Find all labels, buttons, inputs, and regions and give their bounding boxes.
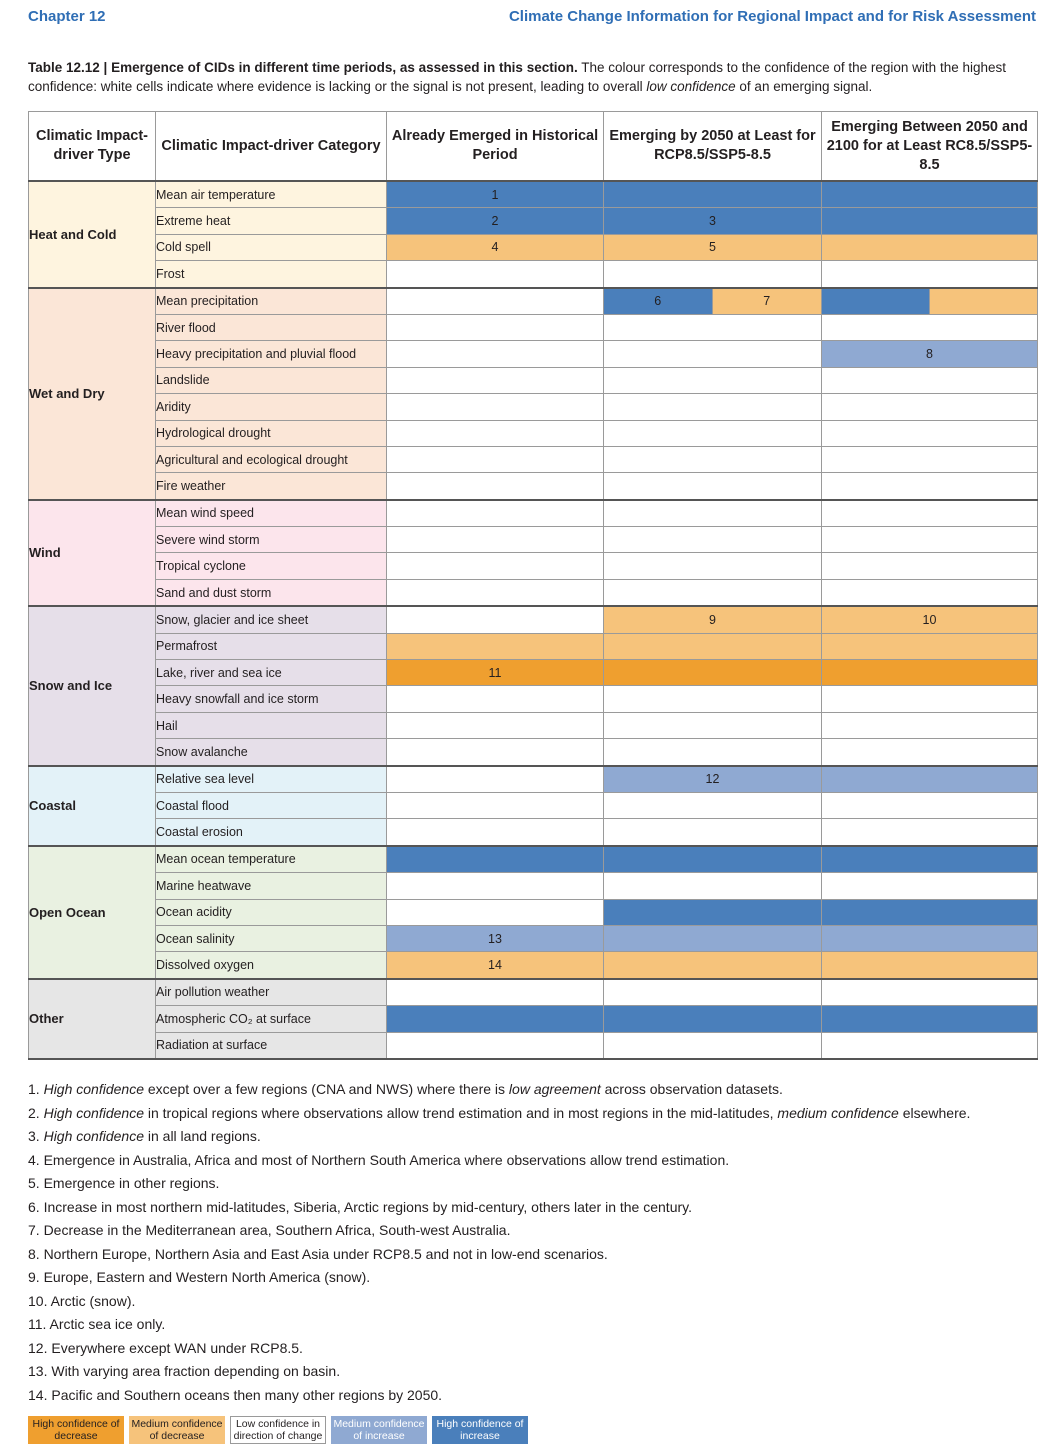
confidence-cell <box>822 660 1038 686</box>
group-wet-and-dry <box>29 288 1038 500</box>
footnote-text: 13. With varying area fraction depending on basin. <box>28 1363 341 1379</box>
cid-category-cell: Marine heatwave <box>156 873 387 899</box>
confidence-cell <box>387 341 604 367</box>
confidence-cell <box>822 394 1038 420</box>
confidence-cell <box>604 739 822 766</box>
legend-swatch: Medium confidence of increase <box>331 1416 427 1444</box>
confidence-cell <box>604 925 822 951</box>
confidence-cell <box>604 181 822 208</box>
footnote-text: 6. Increase in most northern mid-latitudes, Siberia, Arctic regions by mid-century, others later in the century. <box>28 1198 692 1215</box>
confidence-cell <box>604 873 822 899</box>
table-row <box>29 952 1038 979</box>
header-row <box>29 112 1038 182</box>
confidence-cell <box>822 234 1038 260</box>
table-row <box>29 553 1038 579</box>
cid-category-cell: Snow avalanche <box>156 739 387 766</box>
confidence-cell-half <box>930 289 1038 314</box>
confidence-cell <box>387 739 604 766</box>
confidence-cell <box>604 341 822 367</box>
confidence-cell <box>822 527 1038 553</box>
group-coastal <box>29 766 1038 846</box>
confidence-cell <box>822 208 1038 234</box>
confidence-cell <box>604 846 822 873</box>
confidence-cell <box>604 420 822 446</box>
confidence-cell <box>387 819 604 846</box>
confidence-cell <box>822 819 1038 846</box>
cid-category-cell: Extreme heat <box>156 208 387 234</box>
table-row <box>29 473 1038 500</box>
confidence-cell <box>387 527 604 553</box>
confidence-cell <box>822 633 1038 659</box>
confidence-cell <box>604 500 822 527</box>
confidence-cell <box>604 819 822 846</box>
footnote <box>28 1125 1038 1149</box>
confidence-cell: 4 <box>387 234 604 260</box>
confidence-cell <box>387 420 604 446</box>
header-cid-type: Climatic Impact-driver Type <box>29 112 156 182</box>
cid-category-cell: Ocean acidity <box>156 899 387 925</box>
confidence-cell <box>387 712 604 738</box>
confidence-cell <box>387 1032 604 1059</box>
table-row <box>29 792 1038 818</box>
header-cid-category: Climatic Impact-driver Category <box>156 112 387 182</box>
footnote-text: 12. Everywhere except WAN under RCP8.5. <box>28 1339 303 1356</box>
header-already-emerged: Already Emerged in Historical Period <box>387 112 604 182</box>
confidence-cell <box>387 846 604 873</box>
confidence-cell <box>822 367 1038 393</box>
split-confidence-cell <box>604 288 822 315</box>
confidence-cell <box>387 686 604 712</box>
confidence-cell: 11 <box>387 660 604 686</box>
confidence-cell <box>822 446 1038 472</box>
confidence-cell <box>822 1006 1038 1032</box>
table-row <box>29 314 1038 340</box>
legend-swatch: High confidence of increase <box>432 1416 528 1444</box>
split-confidence-cell <box>822 288 1038 315</box>
table-row <box>29 527 1038 553</box>
table-row <box>29 420 1038 446</box>
cid-category-cell: Mean air temperature <box>156 181 387 208</box>
confidence-cell <box>822 846 1038 873</box>
cid-category-cell: Atmospheric CO₂ at surface <box>156 1006 387 1032</box>
caption-italic: low confidence <box>646 79 736 94</box>
confidence-cell <box>387 873 604 899</box>
cid-category-cell: Cold spell <box>156 234 387 260</box>
confidence-cell: 10 <box>822 606 1038 633</box>
cid-category-cell: Dissolved oxygen <box>156 952 387 979</box>
table-caption <box>28 58 1036 96</box>
cid-category-cell: Heavy precipitation and pluvial flood <box>156 341 387 367</box>
table-row <box>29 660 1038 686</box>
caption-text-a: The colour corresponds to the confidence of the region with the highest confidence: white cells indicate where evidence is lacking or the signal is not present, leading to overall <box>28 60 1006 94</box>
confidence-cell <box>604 394 822 420</box>
caption-label: Table 12.12 | Emergence of CIDs in different time periods, as assessed in this section. <box>28 60 578 75</box>
footnote-text: High confidence <box>43 1128 144 1144</box>
confidence-cell <box>822 1032 1038 1059</box>
table-row <box>29 261 1038 288</box>
confidence-cell: 12 <box>604 766 822 793</box>
cid-type-cell: Open Ocean <box>29 846 156 979</box>
cid-category-cell: Sand and dust storm <box>156 579 387 606</box>
confidence-cell <box>822 181 1038 208</box>
footnote-text: 2. <box>28 1104 44 1121</box>
confidence-cell <box>604 952 822 979</box>
footnote-text: High confidence <box>43 1104 144 1121</box>
page-header <box>28 8 1036 30</box>
confidence-cell <box>604 792 822 818</box>
footnote-text: 7. Decrease in the Mediterranean area, Southern Africa, South-west Australia. <box>28 1222 511 1238</box>
confidence-cell <box>604 314 822 340</box>
confidence-cell <box>822 899 1038 925</box>
footnote <box>28 1196 1038 1220</box>
confidence-cell <box>387 553 604 579</box>
confidence-cell <box>387 633 604 659</box>
confidence-cell-half: 6 <box>604 289 713 314</box>
confidence-cell <box>604 686 822 712</box>
confidence-cell <box>604 553 822 579</box>
confidence-cell <box>822 500 1038 527</box>
confidence-cell <box>387 288 604 315</box>
cid-category-cell: Coastal flood <box>156 792 387 818</box>
cid-category-cell: Ocean salinity <box>156 925 387 951</box>
cid-category-cell: Hail <box>156 712 387 738</box>
table-row <box>29 367 1038 393</box>
cid-category-cell: Hydrological drought <box>156 420 387 446</box>
confidence-cell <box>387 367 604 393</box>
confidence-cell <box>604 446 822 472</box>
confidence-cell <box>604 367 822 393</box>
table-row <box>29 925 1038 951</box>
cid-category-cell: Heavy snowfall and ice storm <box>156 686 387 712</box>
cid-type-cell: Heat and Cold <box>29 181 156 288</box>
table-row <box>29 446 1038 472</box>
confidence-cell <box>604 579 822 606</box>
confidence-cell: 8 <box>822 341 1038 367</box>
table-row <box>29 208 1038 234</box>
footnote <box>28 1102 1038 1126</box>
table-row <box>29 712 1038 738</box>
group-heat-and-cold <box>29 181 1038 288</box>
group-wind <box>29 500 1038 607</box>
footnote-text: 10. Arctic (snow). <box>28 1292 136 1309</box>
confidence-cell <box>822 579 1038 606</box>
legend-swatch: High confidence of decrease <box>28 1416 124 1444</box>
footnote <box>28 1384 1038 1408</box>
table-row <box>29 1032 1038 1059</box>
confidence-cell <box>822 473 1038 500</box>
cid-category-cell: Frost <box>156 261 387 288</box>
footnote <box>28 1149 1038 1173</box>
confidence-cell <box>604 712 822 738</box>
footnote <box>28 1266 1038 1290</box>
footnote <box>28 1360 1038 1384</box>
footnote <box>28 1219 1038 1243</box>
confidence-cell <box>822 873 1038 899</box>
confidence-cell <box>604 527 822 553</box>
table-row <box>29 606 1038 633</box>
table-row <box>29 846 1038 873</box>
table-row <box>29 181 1038 208</box>
confidence-cell <box>604 979 822 1006</box>
running-title: Climate Change Information for Regional Impact and for Risk Assessment <box>508 8 1036 25</box>
confidence-cell <box>387 606 604 633</box>
cid-category-cell: Coastal erosion <box>156 819 387 846</box>
header-emerging-2050: Emerging by 2050 at Least for RCP8.5/SSP5-8.5 <box>604 112 822 182</box>
footnote-text: 11. Arctic sea ice only. <box>28 1316 166 1332</box>
confidence-cell <box>822 739 1038 766</box>
cid-category-cell: Snow, glacier and ice sheet <box>156 606 387 633</box>
cid-category-cell: Lake, river and sea ice <box>156 660 387 686</box>
footnotes <box>28 1078 1038 1407</box>
table-row <box>29 739 1038 766</box>
legend-swatch: Low confidence in direction of change <box>230 1416 326 1444</box>
footnote-text: 8. Northern Europe, Northern Asia and East Asia under RCP8.5 and not in low-end scenarios. <box>28 1245 608 1262</box>
table-row <box>29 579 1038 606</box>
group-other <box>29 979 1038 1059</box>
footnote <box>28 1172 1038 1196</box>
confidence-cell <box>822 420 1038 446</box>
confidence-cell <box>822 952 1038 979</box>
confidence-cell <box>387 579 604 606</box>
confidence-cell <box>822 925 1038 951</box>
cid-type-cell: Wet and Dry <box>29 288 156 500</box>
confidence-cell <box>387 261 604 288</box>
table-row <box>29 899 1038 925</box>
confidence-cell <box>387 314 604 340</box>
confidence-cell <box>387 979 604 1006</box>
footnote-text: medium confidence <box>777 1104 899 1121</box>
confidence-cell <box>822 314 1038 340</box>
cid-type-cell: Wind <box>29 500 156 607</box>
footnote-text: low agreement <box>508 1081 601 1097</box>
confidence-cell <box>822 553 1038 579</box>
cid-category-cell: Agricultural and ecological drought <box>156 446 387 472</box>
footnote-text: in tropical regions where observations allow trend estimation and in most regions in the mid-latitudes, <box>143 1104 778 1121</box>
footnote-text: elsewhere. <box>898 1104 971 1121</box>
cid-category-cell: Mean ocean temperature <box>156 846 387 873</box>
confidence-cell <box>604 1006 822 1032</box>
table-row <box>29 500 1038 527</box>
confidence-cell: 9 <box>604 606 822 633</box>
legend-swatch: Medium confidence of decrease <box>129 1416 225 1444</box>
table-row <box>29 234 1038 260</box>
confidence-cell <box>822 686 1038 712</box>
group-open-ocean <box>29 846 1038 979</box>
cid-category-cell: Severe wind storm <box>156 527 387 553</box>
cid-category-cell: Permafrost <box>156 633 387 659</box>
footnote-text: 4. Emergence in Australia, Africa and most of Northern South America where observations allow trend estimation. <box>28 1151 730 1168</box>
confidence-cell-half <box>822 289 930 314</box>
confidence-cell: 3 <box>604 208 822 234</box>
cid-category-cell: Mean wind speed <box>156 500 387 527</box>
confidence-cell-half: 7 <box>713 289 822 314</box>
confidence-cell <box>604 473 822 500</box>
confidence-cell <box>387 766 604 793</box>
footnote <box>28 1313 1038 1337</box>
footnote-text: 9. Europe, Eastern and Western North America (snow). <box>28 1269 371 1285</box>
table-row <box>29 1006 1038 1032</box>
cid-category-cell: Fire weather <box>156 473 387 500</box>
confidence-cell: 13 <box>387 925 604 951</box>
confidence-cell <box>387 1006 604 1032</box>
cid-category-cell: Relative sea level <box>156 766 387 793</box>
table-row <box>29 686 1038 712</box>
table-row <box>29 341 1038 367</box>
footnote-text: 14. Pacific and Southern oceans then many other regions by 2050. <box>28 1386 443 1403</box>
emergence-table <box>28 111 1038 1060</box>
cid-category-cell: River flood <box>156 314 387 340</box>
caption-text-b: of an emerging signal. <box>735 79 873 94</box>
table-row <box>29 979 1038 1006</box>
footnote <box>28 1337 1038 1361</box>
footnote-text: except over a few regions (CNA and NWS) where there is <box>143 1081 509 1097</box>
cid-category-cell: Mean precipitation <box>156 288 387 315</box>
cid-type-cell: Snow and Ice <box>29 606 156 765</box>
confidence-cell: 5 <box>604 234 822 260</box>
cid-category-cell: Landslide <box>156 367 387 393</box>
confidence-cell <box>822 766 1038 793</box>
table-row <box>29 873 1038 899</box>
confidence-cell <box>604 1032 822 1059</box>
cid-category-cell: Tropical cyclone <box>156 553 387 579</box>
footnote-text: 1. <box>28 1081 44 1097</box>
chapter-label: Chapter 12 <box>28 8 106 25</box>
footnote-text: in all land regions. <box>143 1128 261 1144</box>
confidence-legend <box>28 1416 528 1444</box>
cid-category-cell: Aridity <box>156 394 387 420</box>
confidence-cell <box>387 792 604 818</box>
cid-category-cell: Air pollution weather <box>156 979 387 1006</box>
footnote-text: High confidence <box>43 1081 144 1097</box>
confidence-cell <box>822 261 1038 288</box>
confidence-cell: 1 <box>387 181 604 208</box>
footnote <box>28 1290 1038 1314</box>
confidence-cell: 14 <box>387 952 604 979</box>
confidence-cell <box>604 899 822 925</box>
confidence-cell <box>387 473 604 500</box>
confidence-cell: 2 <box>387 208 604 234</box>
confidence-cell <box>604 261 822 288</box>
confidence-cell <box>387 899 604 925</box>
confidence-cell <box>822 712 1038 738</box>
table-row <box>29 766 1038 793</box>
footnote <box>28 1243 1038 1267</box>
footnote-text: 3. <box>28 1128 44 1144</box>
confidence-cell <box>387 500 604 527</box>
table-row <box>29 633 1038 659</box>
group-snow-and-ice <box>29 606 1038 765</box>
table-row <box>29 394 1038 420</box>
confidence-cell <box>604 633 822 659</box>
cid-type-cell: Coastal <box>29 766 156 846</box>
confidence-cell <box>822 792 1038 818</box>
header-emerging-2050-2100: Emerging Between 2050 and 2100 for at Least RC8.5/SSP5-8.5 <box>822 112 1038 182</box>
table-row <box>29 819 1038 846</box>
cid-category-cell: Radiation at surface <box>156 1032 387 1059</box>
confidence-cell <box>387 446 604 472</box>
confidence-cell <box>822 979 1038 1006</box>
footnote-text: 5. Emergence in other regions. <box>28 1175 220 1191</box>
footnote-text: across observation datasets. <box>600 1081 783 1097</box>
confidence-cell <box>604 660 822 686</box>
footnote <box>28 1078 1038 1102</box>
cid-type-cell: Other <box>29 979 156 1059</box>
confidence-cell <box>387 394 604 420</box>
table-row <box>29 288 1038 315</box>
